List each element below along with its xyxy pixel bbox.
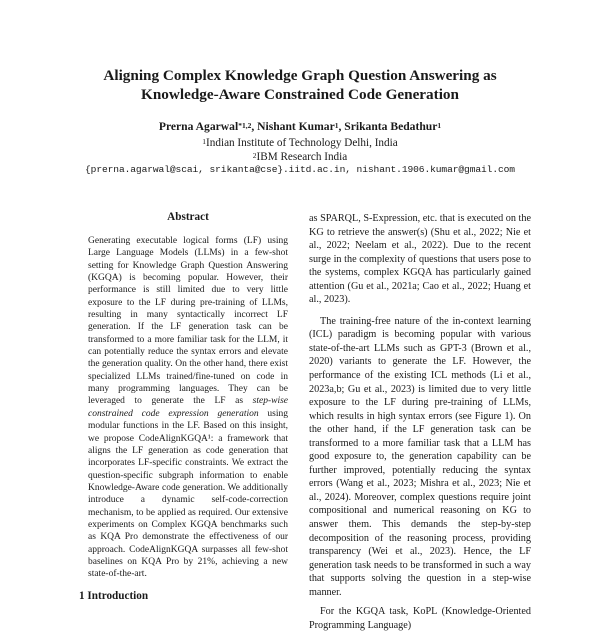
affiliation-line	[0, 150, 600, 164]
author-list: Prerna Agarwal$^{*1,2}$, Nishant Kumar$^1$, Srikanta Bedathur$^1$	[158, 120, 442, 133]
abstract-emphasis: step-wise constrained code expression generation	[88, 396, 288, 419]
abstract-text	[88, 235, 288, 581]
body-paragraph: as SPARQL, S-Expression, etc. that is executed on the KG to retrieve the answer(s) (Shu et al., 2022; Nie et al., 2022; Neelam et al., 2022). Due to the recent surge in the complexity of questions that users pose to the systems, complex KGQA has particularly gained attention (Gu et al., 2021a; Cao et al., 2022; Huang et al., 2023).	[309, 213, 531, 306]
paper-title	[0, 66, 600, 104]
body-paragraph: The training-free nature of the in-context learning (ICL) paradigm is becoming popular with various state-of-the-art LLMs such as GPT-3 (Brown et al., 2020) variants to generate the LF. However, the performance of the existing ICL methods (Li et al., 2023a,b; Gu et al., 2023) is limited due to very little exposure to the LF during pre-training of LLMs, which results in high syntax errors (see Figure 1). On the other hand, if the LF generation task can be transformed to a more familiar task that a LLM has good exposure to, the generation capability can be further improved, potentially reducing the syntax errors (Wang et al., 2023; Mishra et al., 2023; Nie et al., 2024). Moreover, complex questions require joint compositional and numerical reasoning on KG to answer them. This demands the step-by-step decomposition of the reasoning process, providing transparency (Wei et al., 2023). Hence, the LF generation task needs to be transformed in such a way that supports solving the question in a step-wise manner.	[309, 315, 531, 598]
abstract-text-part-1: Generating executable logical forms (LF) using Large Language Models (LLMs) in a few-shot setting for Knowledge Graph Question Answering (KGQA) is becoming popular. However, their performance is still limited due to very little exposure to the LF during pre-training of LLMs, resulting in many syntactically incorrect LF generation. If the LF generation task can be transformed to a more familiar task for the LLM, it can potentially reduce the syntax errors and elevate the generation quality. On the other hand, there exist specialized LLMs trained/fine-tuned on code in many programming languages. They can be leveraged to generate the LF as	[88, 236, 288, 407]
author-affiliation-marker: 1	[334, 121, 339, 130]
right-column	[309, 212, 531, 632]
body-paragraph: For the KGQA task, KoPL (Knowledge-Oriented Programming Language)	[309, 606, 531, 631]
author-affiliation-marker: *1,2	[238, 121, 252, 130]
paper-title-line-1: Aligning Complex Knowledge Graph Question Answering as	[103, 67, 497, 84]
paper-title-line-2: Knowledge-Aware Constrained Code Generation	[141, 86, 459, 103]
abstract-heading: Abstract	[167, 211, 209, 223]
author-emails: {prerna.agarwal@scai, srikanta@cse}.iitd.ac.in, nishant.1906.kumar@gmail.com	[85, 164, 515, 175]
affiliation-marker: 1	[202, 137, 207, 146]
author-name: Srikanta Bedathur	[344, 120, 438, 133]
affiliation-text: Indian Institute of Technology Delhi, India	[206, 137, 398, 149]
author-name: Prerna Agarwal	[158, 120, 239, 133]
abstract-text-part-2: using modular functions in the LF. Based on this insight, we propose CodeAlignKGQA¹: a framework that aligns the LF generation as code generation that incorporates LF-specific constraints. We extract the question-specific subgraph information to enable Knowledge-Aware code generation. We additionally introduce a dynamic self-code-correction mechanism, to be applied as required. Our extensive experiments on Complex KGQA benchmarks such as KQA Pro demonstrate the effectiveness of our approach. CodeAlignKGQA surpasses all few-shot baselines on KQA Pro by 21%, achieving a new state-of-the-art.	[88, 408, 288, 580]
section-heading-introduction: 1 Introduction	[79, 590, 149, 602]
affiliation-marker: 2	[252, 151, 257, 160]
affiliation-line	[0, 136, 600, 150]
affiliation-text: IBM Research India	[256, 151, 348, 163]
author-affiliation-marker: 1	[437, 121, 442, 130]
author-name: Nishant Kumar	[257, 120, 335, 133]
